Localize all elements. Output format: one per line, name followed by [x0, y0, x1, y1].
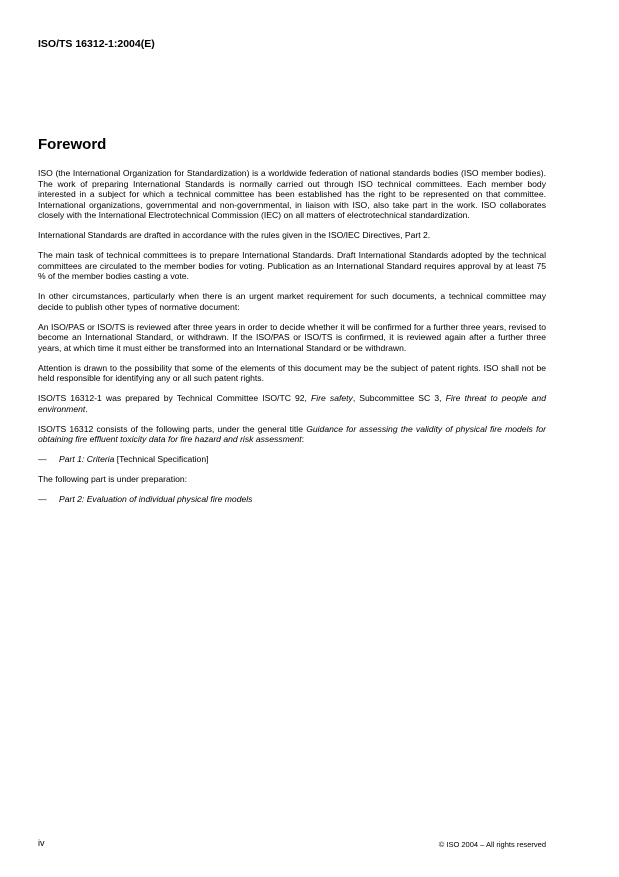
- dash-bullet: —: [38, 494, 47, 504]
- prepared-by-text-1: ISO/TS 16312-1 was prepared by Technical Committee ISO/TC 92,: [38, 393, 312, 403]
- committee-title-italic: Fire safety: [311, 393, 353, 403]
- list-item-text: [59, 454, 209, 465]
- paragraph-prepared-by: [38, 393, 546, 414]
- paragraph-directives: International Standards are drafted in accordance with the rules given in the ISO/IEC Directives, Part 2.: [38, 230, 431, 240]
- list-item-part-2: [38, 494, 546, 505]
- prepared-by-text-2: , Subcommittee SC 3,: [352, 393, 446, 403]
- dash-bullet: —: [38, 454, 47, 464]
- part-2-title: Part 2: Evaluation of individual physical fire models: [59, 494, 253, 504]
- foreword-body: [38, 168, 546, 514]
- part-1-title: Part 1: Criteria: [59, 454, 115, 464]
- paragraph-patent-rights: Attention is drawn to the possibility that some of the elements of this document may be the subject of patent rights. ISO shall not be held responsible for identifying any or all such patent rights.: [38, 362, 546, 383]
- parts-text-1: ISO/TS 16312 consists of the following parts, under the general title: [38, 423, 307, 434]
- prepared-by-text-3: .: [85, 403, 88, 414]
- document-id: ISO/TS 16312-1:2004(E): [38, 38, 155, 50]
- page-title: Foreword: [38, 136, 107, 153]
- paragraph-other-circumstances: In other circumstances, particularly when there is an urgent market requirement for such documents, a technical committee may decide to publish other types of normative document:: [38, 291, 546, 312]
- list-item-part-1: [38, 454, 546, 465]
- general-title-italic: Guidance for assessing the validity of physical fire models for obtaining fire effluent toxicity data for fire hazard and risk assessment: [38, 423, 546, 444]
- subcommittee-title-italic: Fire threat to people and environment: [38, 393, 546, 414]
- paragraph-iso-federation: ISO (the International Organization for Standardization) is a worldwide federation of national standards bodies (ISO member bodies). The work of preparing International Standards is normally carried out through ISO technical committees. Each member body interested in a subject for which a technical committee has been established has the right to be represented on that committee. International organizations, governmental and non-governmental, in liaison with ISO, also take part in the work. ISO collaborates closely with the International Electrotechnical Commission (IEC) on all matters of electrotechnical standardization.: [38, 168, 546, 220]
- page-number: iv: [38, 838, 45, 848]
- parts-text-2: :: [301, 434, 305, 444]
- paragraph-parts: [38, 424, 546, 445]
- paragraph-review: An ISO/PAS or ISO/TS is reviewed after three years in order to decide whether it will be confirmed for a further three years, revised to become an International Standard, or withdrawn. If the ISO/PAS or ISO/TS is confirmed, it is reviewed again after a further three years, at which time it must either be transformed into an International Standard or be withdrawn.: [38, 321, 546, 353]
- paragraph-under-preparation: The following part is under preparation:: [38, 474, 188, 484]
- part-1-status: [Technical Specification]: [114, 454, 209, 464]
- copyright-notice: © ISO 2004 – All rights reserved: [438, 840, 546, 849]
- paragraph-main-task: The main task of technical committees is to prepare International Standards. Draft International Standards adopted by the technical committees are circulated to the member bodies for voting. Publication as an International Standard requires approval by at least 75 % of the member bodies casting a vote.: [38, 250, 546, 281]
